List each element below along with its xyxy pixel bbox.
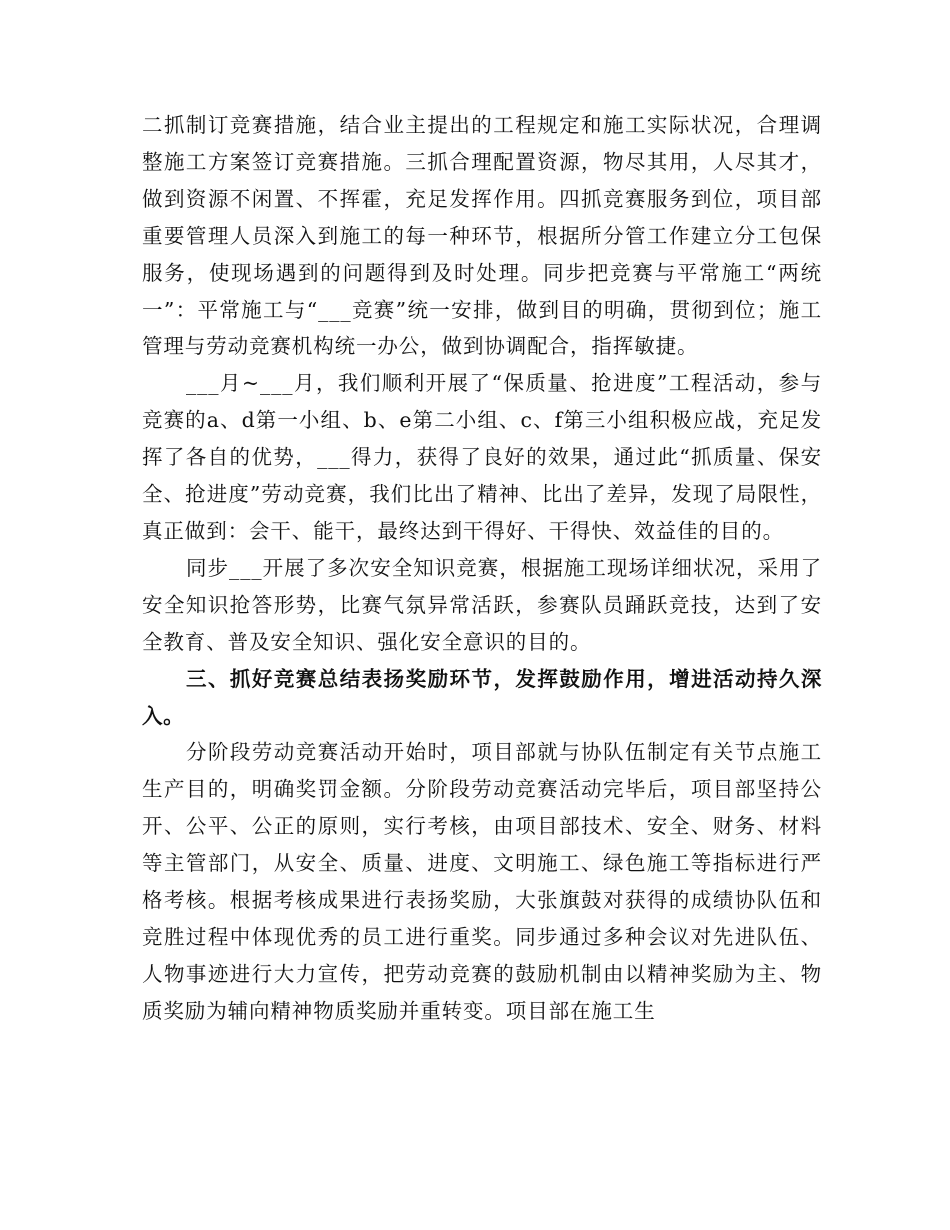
document-body (142, 107, 822, 1030)
paragraph-4: 分阶段劳动竞赛活动开始时，项目部就与协队伍制定有关节点施工生产目的，明确奖罚金额。分阶段劳动竞赛活动完毕后，项目部坚持公开、公平、公正的原则，实行考核，由项目部技术、安全、财务、材料等主管部门，从安全、质量、进度、文明施工、绿色施工等指标进行严格考核。根据考核成果进行表扬奖励，大张旗鼓对获得的成绩协队伍和竞胜过程中体现优秀的员工进行重奖。同步通过多种会议对先进队伍、人物事迹进行大力宣传，把劳动竞赛的鼓励机制由以精神奖励为主、物质奖励为辅向精神物质奖励并重转变。项目部在施工生 (142, 740, 822, 1023)
section-heading: 三、抓好竞赛总结表扬奖励环节，发挥鼓励作用，增进活动持久深入。 (142, 666, 822, 728)
paragraph-3: 同步___开展了多次安全知识竞赛，根据施工现场详细状况，采用了安全知识抢答形势，比赛气氛异常活跃，参赛队员踊跃竞技，达到了安全教育、普及安全知识、强化安全意识的目的。 (142, 555, 822, 654)
paragraph-2: ___月~___月，我们顺利开展了“保质量、抢进度”工程活动，参与竞赛的a、d第一小组、b、e第二小组、c、f第三小组积极应战，充足发挥了各自的优势，___得力，获得了良好的效果，通过此“抓质量、保安全、抢进度”劳动竞赛，我们比出了精神、比出了差异，发现了局限性，真正做到：会干、能干，最终达到干得好、干得快、效益佳的目的。 (142, 371, 822, 543)
paragraph-1: 二抓制订竞赛措施，结合业主提出的工程规定和施工实际状况，合理调整施工方案签订竞赛措施。三抓合理配置资源，物尽其用，人尽其才，做到资源不闲置、不挥霍，充足发挥作用。四抓竞赛服务到位，项目部重要管理人员深入到施工的每一种环节，根据所分管工作建立分工包保服务，使现场遇到的问题得到及时处理。同步把竞赛与平常施工“两统一”：平常施工与“___竞赛”统一安排，做到目的明确，贯彻到位；施工管理与劳动竞赛机构统一办公，做到协调配合，指挥敏捷。 (142, 113, 822, 359)
